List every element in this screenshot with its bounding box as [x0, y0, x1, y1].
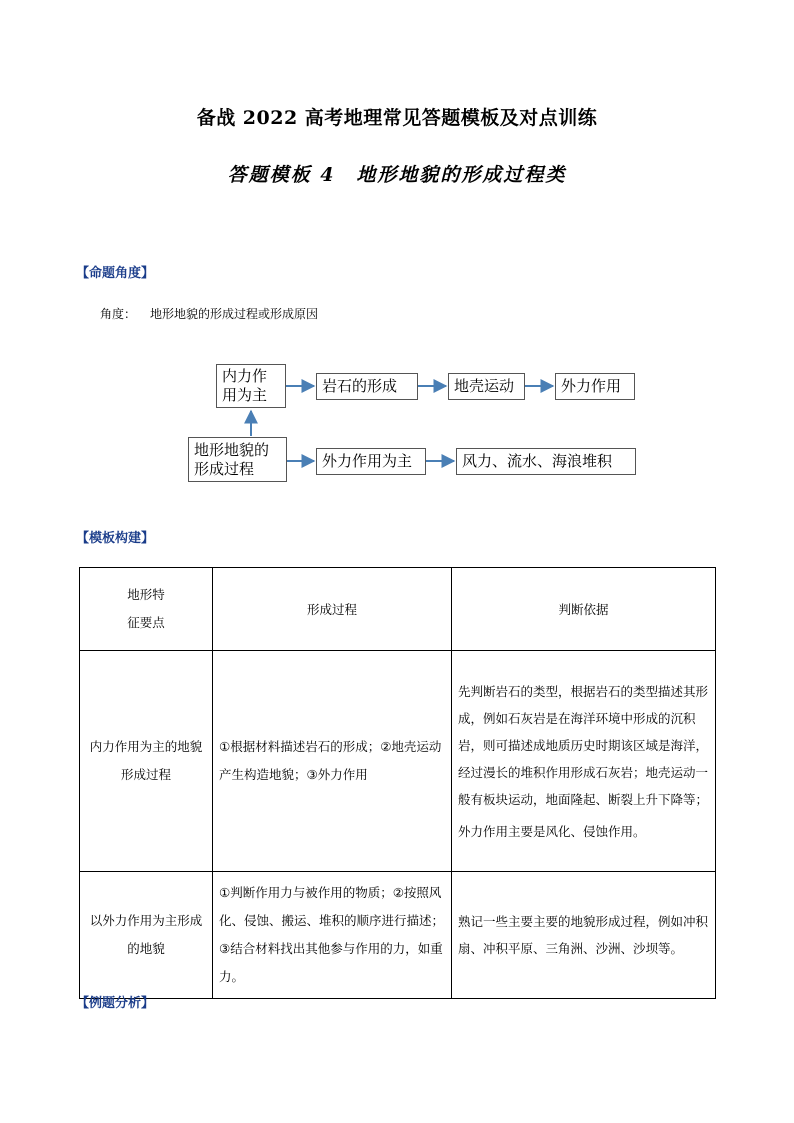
- row-basis: [452, 651, 716, 872]
- diagram-box-external: 外力作用为主: [316, 448, 426, 475]
- diagram-box-root: 地形地貌的形成过程: [188, 437, 287, 482]
- header-feature-line2: 征要点: [127, 615, 165, 630]
- example-section-heading: 【例题分析】: [76, 996, 155, 1011]
- table-header-row: [80, 568, 716, 651]
- diagram-box-external-force: 外力作用: [555, 373, 635, 400]
- row-feature: 内力作用为主的地貌形成过程: [80, 651, 213, 872]
- table-row: [80, 651, 716, 872]
- row-feature: 以外力作用为主形成的地貌: [80, 872, 213, 999]
- header-process: 形成过程: [213, 568, 452, 651]
- diagram-box-rock-formation: 岩石的形成: [316, 373, 418, 400]
- angle-text: 地形地貌的形成过程或形成原因: [150, 307, 319, 321]
- header-feature: [80, 568, 213, 651]
- header-basis: 判断依据: [452, 568, 716, 651]
- angle-line: [100, 305, 318, 322]
- basis-paragraph: 熟记一些主要主要的地貌形成过程，例如冲积扇、冲积平原、三角洲、沙洲、沙坝等。: [458, 914, 709, 956]
- angle-section-heading: 【命题角度】: [76, 266, 155, 281]
- row-basis: [452, 872, 716, 999]
- diagram-box-internal: 内力作用为主: [216, 364, 286, 408]
- document-subtitle: 答题模板 4 地形地貌的形成过程类: [227, 164, 567, 186]
- basis-paragraph: 外力作用主要是风化、侵蚀作用。: [458, 823, 646, 839]
- template-section-heading: 【模板构建】: [76, 531, 155, 546]
- flow-diagram: [0, 0, 794, 500]
- angle-label: 角度：: [100, 307, 137, 321]
- template-table: [79, 567, 716, 999]
- row-process: ①根据材料描述岩石的形成；②地壳运动产生构造地貌；③外力作用: [213, 651, 452, 872]
- header-feature-line1: 地形特: [127, 587, 165, 602]
- table-row: [80, 872, 716, 999]
- row-process: ①判断作用力与被作用的物质；②按照风化、侵蚀、搬运、堆积的顺序进行描述；③结合材料找出其他参与作用的力，如重力。: [213, 872, 452, 999]
- diagram-box-deposition: 风力、流水、海浪堆积: [456, 448, 636, 475]
- document-title: 备战 2022 高考地理常见答题模板及对点训练: [196, 107, 598, 129]
- diagram-box-crust-movement: 地壳运动: [448, 373, 525, 400]
- basis-paragraph: 先判断岩石的类型，根据岩石的类型描述其形成，例如石灰岩是在海洋环境中形成的沉积岩，则可描述成地质历史时期该区域是海洋，经过漫长的堆积作用形成石灰岩；地壳运动一般有板块运动，地面隆起、断裂上升下降等；: [458, 683, 709, 807]
